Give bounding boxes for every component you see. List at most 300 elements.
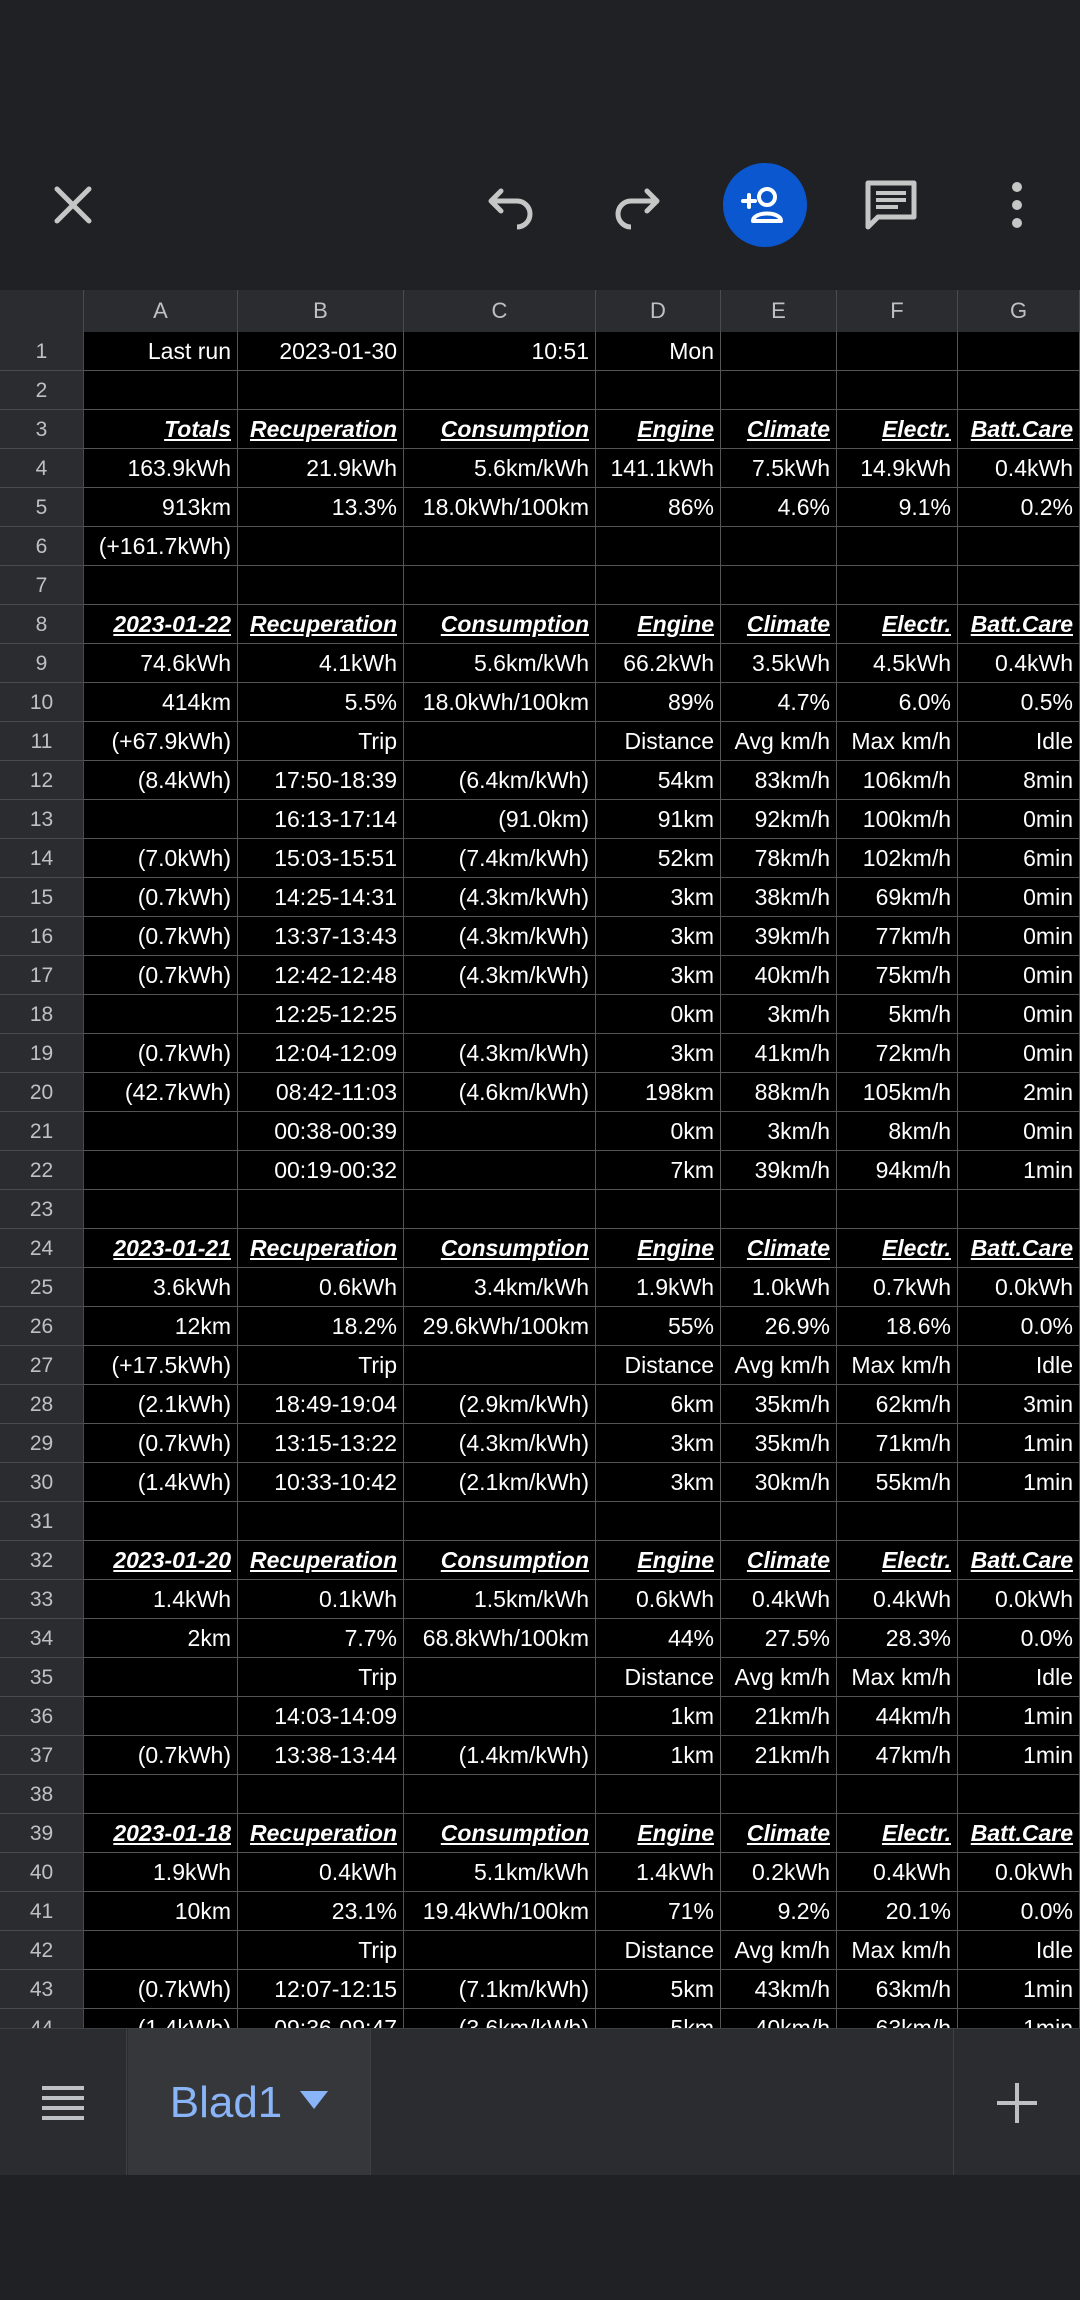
cell-f25[interactable]: 0.7kWh [837, 1268, 958, 1307]
cell-e8[interactable]: Climate [721, 605, 837, 644]
cell-c41[interactable]: 19.4kWh/100km [404, 1892, 596, 1931]
row-number[interactable]: 41 [0, 1892, 84, 1931]
cell-a9[interactable]: 74.6kWh [84, 644, 238, 683]
select-all-corner[interactable] [0, 290, 84, 332]
cell-f28[interactable]: 62km/h [837, 1385, 958, 1424]
cell-e16[interactable]: 39km/h [721, 917, 837, 956]
cell-a25[interactable]: 3.6kWh [84, 1268, 238, 1307]
row-number[interactable]: 25 [0, 1268, 84, 1307]
cell-a10[interactable]: 414km [84, 683, 238, 722]
cell-c3[interactable]: Consumption [404, 410, 596, 449]
cell-d28[interactable]: 6km [596, 1385, 721, 1424]
cell-a42[interactable] [84, 1931, 238, 1970]
cell-b36[interactable]: 14:03-14:09 [238, 1697, 404, 1736]
cell-c42[interactable] [404, 1931, 596, 1970]
cell-e12[interactable]: 83km/h [721, 761, 837, 800]
cell-g27[interactable]: Idle [958, 1346, 1080, 1385]
cell-f5[interactable]: 9.1% [837, 488, 958, 527]
cell-g43[interactable]: 1min [958, 1970, 1080, 2009]
cell-b31[interactable] [238, 1502, 404, 1541]
cell-e4[interactable]: 7.5kWh [721, 449, 837, 488]
cell-d38[interactable] [596, 1775, 721, 1814]
cell-e34[interactable]: 27.5% [721, 1619, 837, 1658]
cell-a26[interactable]: 12km [84, 1307, 238, 1346]
cell-a1[interactable]: Last run [84, 332, 238, 371]
cell-g42[interactable]: Idle [958, 1931, 1080, 1970]
row-number[interactable]: 15 [0, 878, 84, 917]
cell-f40[interactable]: 0.4kWh [837, 1853, 958, 1892]
cell-a41[interactable]: 10km [84, 1892, 238, 1931]
cell-e14[interactable]: 78km/h [721, 839, 837, 878]
cell-g3[interactable]: Batt.Care [958, 410, 1080, 449]
cell-e22[interactable]: 39km/h [721, 1151, 837, 1190]
cell-f1[interactable] [837, 332, 958, 371]
row-number[interactable]: 43 [0, 1970, 84, 2009]
cell-d2[interactable] [596, 371, 721, 410]
cell-d5[interactable]: 86% [596, 488, 721, 527]
cell-d26[interactable]: 55% [596, 1307, 721, 1346]
cell-g22[interactable]: 1min [958, 1151, 1080, 1190]
cell-c22[interactable] [404, 1151, 596, 1190]
sheet-tab-active[interactable] [128, 2029, 371, 2176]
cell-g35[interactable]: Idle [958, 1658, 1080, 1697]
cell-d18[interactable]: 0km [596, 995, 721, 1034]
cell-d33[interactable]: 0.6kWh [596, 1580, 721, 1619]
cell-b6[interactable] [238, 527, 404, 566]
cell-g34[interactable]: 0.0% [958, 1619, 1080, 1658]
row-number[interactable]: 36 [0, 1697, 84, 1736]
cell-d42[interactable]: Distance [596, 1931, 721, 1970]
cell-c28[interactable]: (2.9km/kWh) [404, 1385, 596, 1424]
column-header-c[interactable]: C [404, 290, 596, 332]
row-number[interactable]: 21 [0, 1112, 84, 1151]
cell-g24[interactable]: Batt.Care [958, 1229, 1080, 1268]
cell-c14[interactable]: (7.4km/kWh) [404, 839, 596, 878]
row-number[interactable]: 13 [0, 800, 84, 839]
cell-e2[interactable] [721, 371, 837, 410]
cell-a23[interactable] [84, 1190, 238, 1229]
cell-e42[interactable]: Avg km/h [721, 1931, 837, 1970]
cell-a28[interactable]: (2.1kWh) [84, 1385, 238, 1424]
cell-a40[interactable]: 1.9kWh [84, 1853, 238, 1892]
cell-d22[interactable]: 7km [596, 1151, 721, 1190]
cell-e17[interactable]: 40km/h [721, 956, 837, 995]
row-number[interactable]: 30 [0, 1463, 84, 1502]
cell-b21[interactable]: 00:38-00:39 [238, 1112, 404, 1151]
row-number[interactable]: 29 [0, 1424, 84, 1463]
cell-c37[interactable]: (1.4km/kWh) [404, 1736, 596, 1775]
cell-b10[interactable]: 5.5% [238, 683, 404, 722]
cell-b1[interactable]: 2023-01-30 [238, 332, 404, 371]
cell-a36[interactable] [84, 1697, 238, 1736]
row-number[interactable]: 28 [0, 1385, 84, 1424]
row-number[interactable]: 17 [0, 956, 84, 995]
cell-g38[interactable] [958, 1775, 1080, 1814]
cell-e33[interactable]: 0.4kWh [721, 1580, 837, 1619]
cell-b4[interactable]: 21.9kWh [238, 449, 404, 488]
row-number[interactable]: 11 [0, 722, 84, 761]
cell-b39[interactable]: Recuperation [238, 1814, 404, 1853]
cell-e5[interactable]: 4.6% [721, 488, 837, 527]
cell-b16[interactable]: 13:37-13:43 [238, 917, 404, 956]
cell-b5[interactable]: 13.3% [238, 488, 404, 527]
row-number[interactable]: 22 [0, 1151, 84, 1190]
cell-f8[interactable]: Electr. [837, 605, 958, 644]
plus-icon[interactable] [953, 2029, 1080, 2176]
row-number[interactable]: 34 [0, 1619, 84, 1658]
cell-g29[interactable]: 1min [958, 1424, 1080, 1463]
cell-f17[interactable]: 75km/h [837, 956, 958, 995]
cell-e36[interactable]: 21km/h [721, 1697, 837, 1736]
cell-b28[interactable]: 18:49-19:04 [238, 1385, 404, 1424]
cell-c31[interactable] [404, 1502, 596, 1541]
cell-f9[interactable]: 4.5kWh [837, 644, 958, 683]
cell-a29[interactable]: (0.7kWh) [84, 1424, 238, 1463]
cell-d19[interactable]: 3km [596, 1034, 721, 1073]
cell-a2[interactable] [84, 371, 238, 410]
row-number[interactable]: 27 [0, 1346, 84, 1385]
cell-d41[interactable]: 71% [596, 1892, 721, 1931]
cell-b7[interactable] [238, 566, 404, 605]
cell-f27[interactable]: Max km/h [837, 1346, 958, 1385]
cell-b33[interactable]: 0.1kWh [238, 1580, 404, 1619]
cell-a37[interactable]: (0.7kWh) [84, 1736, 238, 1775]
cell-f30[interactable]: 55km/h [837, 1463, 958, 1502]
cell-d3[interactable]: Engine [596, 410, 721, 449]
cell-f24[interactable]: Electr. [837, 1229, 958, 1268]
row-number[interactable]: 40 [0, 1853, 84, 1892]
cell-g30[interactable]: 1min [958, 1463, 1080, 1502]
cell-g20[interactable]: 2min [958, 1073, 1080, 1112]
cell-f39[interactable]: Electr. [837, 1814, 958, 1853]
row-number[interactable]: 20 [0, 1073, 84, 1112]
cell-f7[interactable] [837, 566, 958, 605]
comment-icon[interactable] [846, 160, 936, 250]
cell-b32[interactable]: Recuperation [238, 1541, 404, 1580]
cell-c36[interactable] [404, 1697, 596, 1736]
cell-c18[interactable] [404, 995, 596, 1034]
cell-b40[interactable]: 0.4kWh [238, 1853, 404, 1892]
cell-e40[interactable]: 0.2kWh [721, 1853, 837, 1892]
cell-f37[interactable]: 47km/h [837, 1736, 958, 1775]
cell-g21[interactable]: 0min [958, 1112, 1080, 1151]
cell-a39[interactable]: 2023-01-18 [84, 1814, 238, 1853]
cell-a27[interactable]: (+17.5kWh) [84, 1346, 238, 1385]
cell-a35[interactable] [84, 1658, 238, 1697]
row-number[interactable]: 32 [0, 1541, 84, 1580]
cell-c7[interactable] [404, 566, 596, 605]
cell-d21[interactable]: 0km [596, 1112, 721, 1151]
row-number[interactable]: 7 [0, 566, 84, 605]
cell-e11[interactable]: Avg km/h [721, 722, 837, 761]
cell-g9[interactable]: 0.4kWh [958, 644, 1080, 683]
cell-g28[interactable]: 3min [958, 1385, 1080, 1424]
cell-g13[interactable]: 0min [958, 800, 1080, 839]
cell-c15[interactable]: (4.3km/kWh) [404, 878, 596, 917]
cell-a17[interactable]: (0.7kWh) [84, 956, 238, 995]
cell-f2[interactable] [837, 371, 958, 410]
cell-g14[interactable]: 6min [958, 839, 1080, 878]
cell-e1[interactable] [721, 332, 837, 371]
cell-c27[interactable] [404, 1346, 596, 1385]
cell-a22[interactable] [84, 1151, 238, 1190]
cell-g8[interactable]: Batt.Care [958, 605, 1080, 644]
cell-g10[interactable]: 0.5% [958, 683, 1080, 722]
cell-a12[interactable]: (8.4kWh) [84, 761, 238, 800]
cell-a32[interactable]: 2023-01-20 [84, 1541, 238, 1580]
cell-e35[interactable]: Avg km/h [721, 1658, 837, 1697]
cell-b14[interactable]: 15:03-15:51 [238, 839, 404, 878]
cell-g37[interactable]: 1min [958, 1736, 1080, 1775]
cell-e21[interactable]: 3km/h [721, 1112, 837, 1151]
cell-f15[interactable]: 69km/h [837, 878, 958, 917]
cell-d27[interactable]: Distance [596, 1346, 721, 1385]
cell-c5[interactable]: 18.0kWh/100km [404, 488, 596, 527]
cell-c2[interactable] [404, 371, 596, 410]
cell-d16[interactable]: 3km [596, 917, 721, 956]
cell-b8[interactable]: Recuperation [238, 605, 404, 644]
cell-f35[interactable]: Max km/h [837, 1658, 958, 1697]
row-number[interactable]: 19 [0, 1034, 84, 1073]
cell-c35[interactable] [404, 1658, 596, 1697]
cell-g4[interactable]: 0.4kWh [958, 449, 1080, 488]
cell-f33[interactable]: 0.4kWh [837, 1580, 958, 1619]
row-number[interactable]: 18 [0, 995, 84, 1034]
cell-g2[interactable] [958, 371, 1080, 410]
cell-g41[interactable]: 0.0% [958, 1892, 1080, 1931]
cell-e29[interactable]: 35km/h [721, 1424, 837, 1463]
row-number[interactable]: 3 [0, 410, 84, 449]
cell-e28[interactable]: 35km/h [721, 1385, 837, 1424]
row-number[interactable]: 37 [0, 1736, 84, 1775]
cell-f20[interactable]: 105km/h [837, 1073, 958, 1112]
cell-a34[interactable]: 2km [84, 1619, 238, 1658]
cell-c19[interactable]: (4.3km/kWh) [404, 1034, 596, 1073]
cell-e3[interactable]: Climate [721, 410, 837, 449]
cell-d39[interactable]: Engine [596, 1814, 721, 1853]
cell-c17[interactable]: (4.3km/kWh) [404, 956, 596, 995]
row-number[interactable]: 26 [0, 1307, 84, 1346]
cell-c33[interactable]: 1.5km/kWh [404, 1580, 596, 1619]
cell-g31[interactable] [958, 1502, 1080, 1541]
row-number[interactable]: 8 [0, 605, 84, 644]
cell-b2[interactable] [238, 371, 404, 410]
row-number[interactable]: 12 [0, 761, 84, 800]
row-number[interactable]: 9 [0, 644, 84, 683]
cell-b3[interactable]: Recuperation [238, 410, 404, 449]
close-icon[interactable] [28, 160, 118, 250]
cell-d9[interactable]: 66.2kWh [596, 644, 721, 683]
cell-c21[interactable] [404, 1112, 596, 1151]
column-header-d[interactable]: D [596, 290, 721, 332]
cell-d12[interactable]: 54km [596, 761, 721, 800]
cell-f32[interactable]: Electr. [837, 1541, 958, 1580]
cell-f42[interactable]: Max km/h [837, 1931, 958, 1970]
cell-f38[interactable] [837, 1775, 958, 1814]
cell-e31[interactable] [721, 1502, 837, 1541]
column-header-b[interactable]: B [238, 290, 404, 332]
cell-e39[interactable]: Climate [721, 1814, 837, 1853]
row-number[interactable]: 5 [0, 488, 84, 527]
row-number[interactable]: 16 [0, 917, 84, 956]
cell-e43[interactable]: 43km/h [721, 1970, 837, 2009]
column-header-g[interactable]: G [958, 290, 1080, 332]
cell-b37[interactable]: 13:38-13:44 [238, 1736, 404, 1775]
cell-b18[interactable]: 12:25-12:25 [238, 995, 404, 1034]
row-number[interactable]: 2 [0, 371, 84, 410]
cell-f11[interactable]: Max km/h [837, 722, 958, 761]
cell-a6[interactable]: (+161.7kWh) [84, 527, 238, 566]
cell-e25[interactable]: 1.0kWh [721, 1268, 837, 1307]
cell-g7[interactable] [958, 566, 1080, 605]
cell-d31[interactable] [596, 1502, 721, 1541]
cell-b30[interactable]: 10:33-10:42 [238, 1463, 404, 1502]
cell-g36[interactable]: 1min [958, 1697, 1080, 1736]
cell-e32[interactable]: Climate [721, 1541, 837, 1580]
cell-c13[interactable]: (91.0km) [404, 800, 596, 839]
cell-e6[interactable] [721, 527, 837, 566]
cell-f43[interactable]: 63km/h [837, 1970, 958, 2009]
cell-a8[interactable]: 2023-01-22 [84, 605, 238, 644]
cell-b38[interactable] [238, 1775, 404, 1814]
cell-g15[interactable]: 0min [958, 878, 1080, 917]
cell-b17[interactable]: 12:42-12:48 [238, 956, 404, 995]
cell-b43[interactable]: 12:07-12:15 [238, 1970, 404, 2009]
cell-a13[interactable] [84, 800, 238, 839]
cell-c1[interactable]: 10:51 [404, 332, 596, 371]
row-number[interactable]: 31 [0, 1502, 84, 1541]
cell-a11[interactable]: (+67.9kWh) [84, 722, 238, 761]
cell-c39[interactable]: Consumption [404, 1814, 596, 1853]
cell-a21[interactable] [84, 1112, 238, 1151]
cell-c32[interactable]: Consumption [404, 1541, 596, 1580]
row-number[interactable]: 23 [0, 1190, 84, 1229]
cell-b34[interactable]: 7.7% [238, 1619, 404, 1658]
cell-b22[interactable]: 00:19-00:32 [238, 1151, 404, 1190]
cell-b42[interactable]: Trip [238, 1931, 404, 1970]
cell-c30[interactable]: (2.1km/kWh) [404, 1463, 596, 1502]
row-number[interactable]: 6 [0, 527, 84, 566]
cell-c9[interactable]: 5.6km/kWh [404, 644, 596, 683]
cell-f26[interactable]: 18.6% [837, 1307, 958, 1346]
cell-g32[interactable]: Batt.Care [958, 1541, 1080, 1580]
cell-c43[interactable]: (7.1km/kWh) [404, 1970, 596, 2009]
cell-a3[interactable]: Totals [84, 410, 238, 449]
cell-g23[interactable] [958, 1190, 1080, 1229]
cell-g12[interactable]: 8min [958, 761, 1080, 800]
cell-a5[interactable]: 913km [84, 488, 238, 527]
column-header-f[interactable]: F [837, 290, 958, 332]
cell-b27[interactable]: Trip [238, 1346, 404, 1385]
cell-f29[interactable]: 71km/h [837, 1424, 958, 1463]
cell-c11[interactable] [404, 722, 596, 761]
cell-f19[interactable]: 72km/h [837, 1034, 958, 1073]
cell-g19[interactable]: 0min [958, 1034, 1080, 1073]
cell-g11[interactable]: Idle [958, 722, 1080, 761]
cell-e19[interactable]: 41km/h [721, 1034, 837, 1073]
cell-d25[interactable]: 1.9kWh [596, 1268, 721, 1307]
cell-a19[interactable]: (0.7kWh) [84, 1034, 238, 1073]
cell-g6[interactable] [958, 527, 1080, 566]
cell-f34[interactable]: 28.3% [837, 1619, 958, 1658]
cell-g18[interactable]: 0min [958, 995, 1080, 1034]
cell-c12[interactable]: (6.4km/kWh) [404, 761, 596, 800]
cell-a16[interactable]: (0.7kWh) [84, 917, 238, 956]
cell-c34[interactable]: 68.8kWh/100km [404, 1619, 596, 1658]
cell-g16[interactable]: 0min [958, 917, 1080, 956]
cell-c40[interactable]: 5.1km/kWh [404, 1853, 596, 1892]
cell-e7[interactable] [721, 566, 837, 605]
row-number[interactable]: 14 [0, 839, 84, 878]
cell-e26[interactable]: 26.9% [721, 1307, 837, 1346]
row-number[interactable]: 24 [0, 1229, 84, 1268]
cell-g40[interactable]: 0.0kWh [958, 1853, 1080, 1892]
row-number[interactable]: 39 [0, 1814, 84, 1853]
cell-d36[interactable]: 1km [596, 1697, 721, 1736]
cell-a14[interactable]: (7.0kWh) [84, 839, 238, 878]
cell-f4[interactable]: 14.9kWh [837, 449, 958, 488]
cell-a38[interactable] [84, 1775, 238, 1814]
cell-c10[interactable]: 18.0kWh/100km [404, 683, 596, 722]
cell-b9[interactable]: 4.1kWh [238, 644, 404, 683]
cell-a4[interactable]: 163.9kWh [84, 449, 238, 488]
cell-f12[interactable]: 106km/h [837, 761, 958, 800]
more-vert-icon[interactable] [972, 160, 1062, 250]
row-number[interactable]: 4 [0, 449, 84, 488]
cell-d8[interactable]: Engine [596, 605, 721, 644]
cell-f3[interactable]: Electr. [837, 410, 958, 449]
cell-b19[interactable]: 12:04-12:09 [238, 1034, 404, 1073]
cell-e20[interactable]: 88km/h [721, 1073, 837, 1112]
cell-d34[interactable]: 44% [596, 1619, 721, 1658]
cell-f6[interactable] [837, 527, 958, 566]
cell-f14[interactable]: 102km/h [837, 839, 958, 878]
column-header-e[interactable]: E [721, 290, 837, 332]
cell-f16[interactable]: 77km/h [837, 917, 958, 956]
sheet-list-icon[interactable] [0, 2029, 127, 2176]
cell-d35[interactable]: Distance [596, 1658, 721, 1697]
cell-d37[interactable]: 1km [596, 1736, 721, 1775]
cell-d7[interactable] [596, 566, 721, 605]
cell-a7[interactable] [84, 566, 238, 605]
cell-a24[interactable]: 2023-01-21 [84, 1229, 238, 1268]
cell-a18[interactable] [84, 995, 238, 1034]
row-number[interactable]: 42 [0, 1931, 84, 1970]
undo-icon[interactable] [466, 160, 556, 250]
cell-c29[interactable]: (4.3km/kWh) [404, 1424, 596, 1463]
row-number[interactable]: 35 [0, 1658, 84, 1697]
cell-f36[interactable]: 44km/h [837, 1697, 958, 1736]
cell-d6[interactable] [596, 527, 721, 566]
cell-c4[interactable]: 5.6km/kWh [404, 449, 596, 488]
cell-f18[interactable]: 5km/h [837, 995, 958, 1034]
cell-d15[interactable]: 3km [596, 878, 721, 917]
cell-b11[interactable]: Trip [238, 722, 404, 761]
cell-d24[interactable]: Engine [596, 1229, 721, 1268]
cell-c25[interactable]: 3.4km/kWh [404, 1268, 596, 1307]
cell-c38[interactable] [404, 1775, 596, 1814]
cell-d20[interactable]: 198km [596, 1073, 721, 1112]
cell-a30[interactable]: (1.4kWh) [84, 1463, 238, 1502]
cell-b25[interactable]: 0.6kWh [238, 1268, 404, 1307]
cell-e15[interactable]: 38km/h [721, 878, 837, 917]
row-number[interactable]: 38 [0, 1775, 84, 1814]
cell-e10[interactable]: 4.7% [721, 683, 837, 722]
cell-f13[interactable]: 100km/h [837, 800, 958, 839]
cell-a31[interactable] [84, 1502, 238, 1541]
cell-f10[interactable]: 6.0% [837, 683, 958, 722]
cell-f31[interactable] [837, 1502, 958, 1541]
